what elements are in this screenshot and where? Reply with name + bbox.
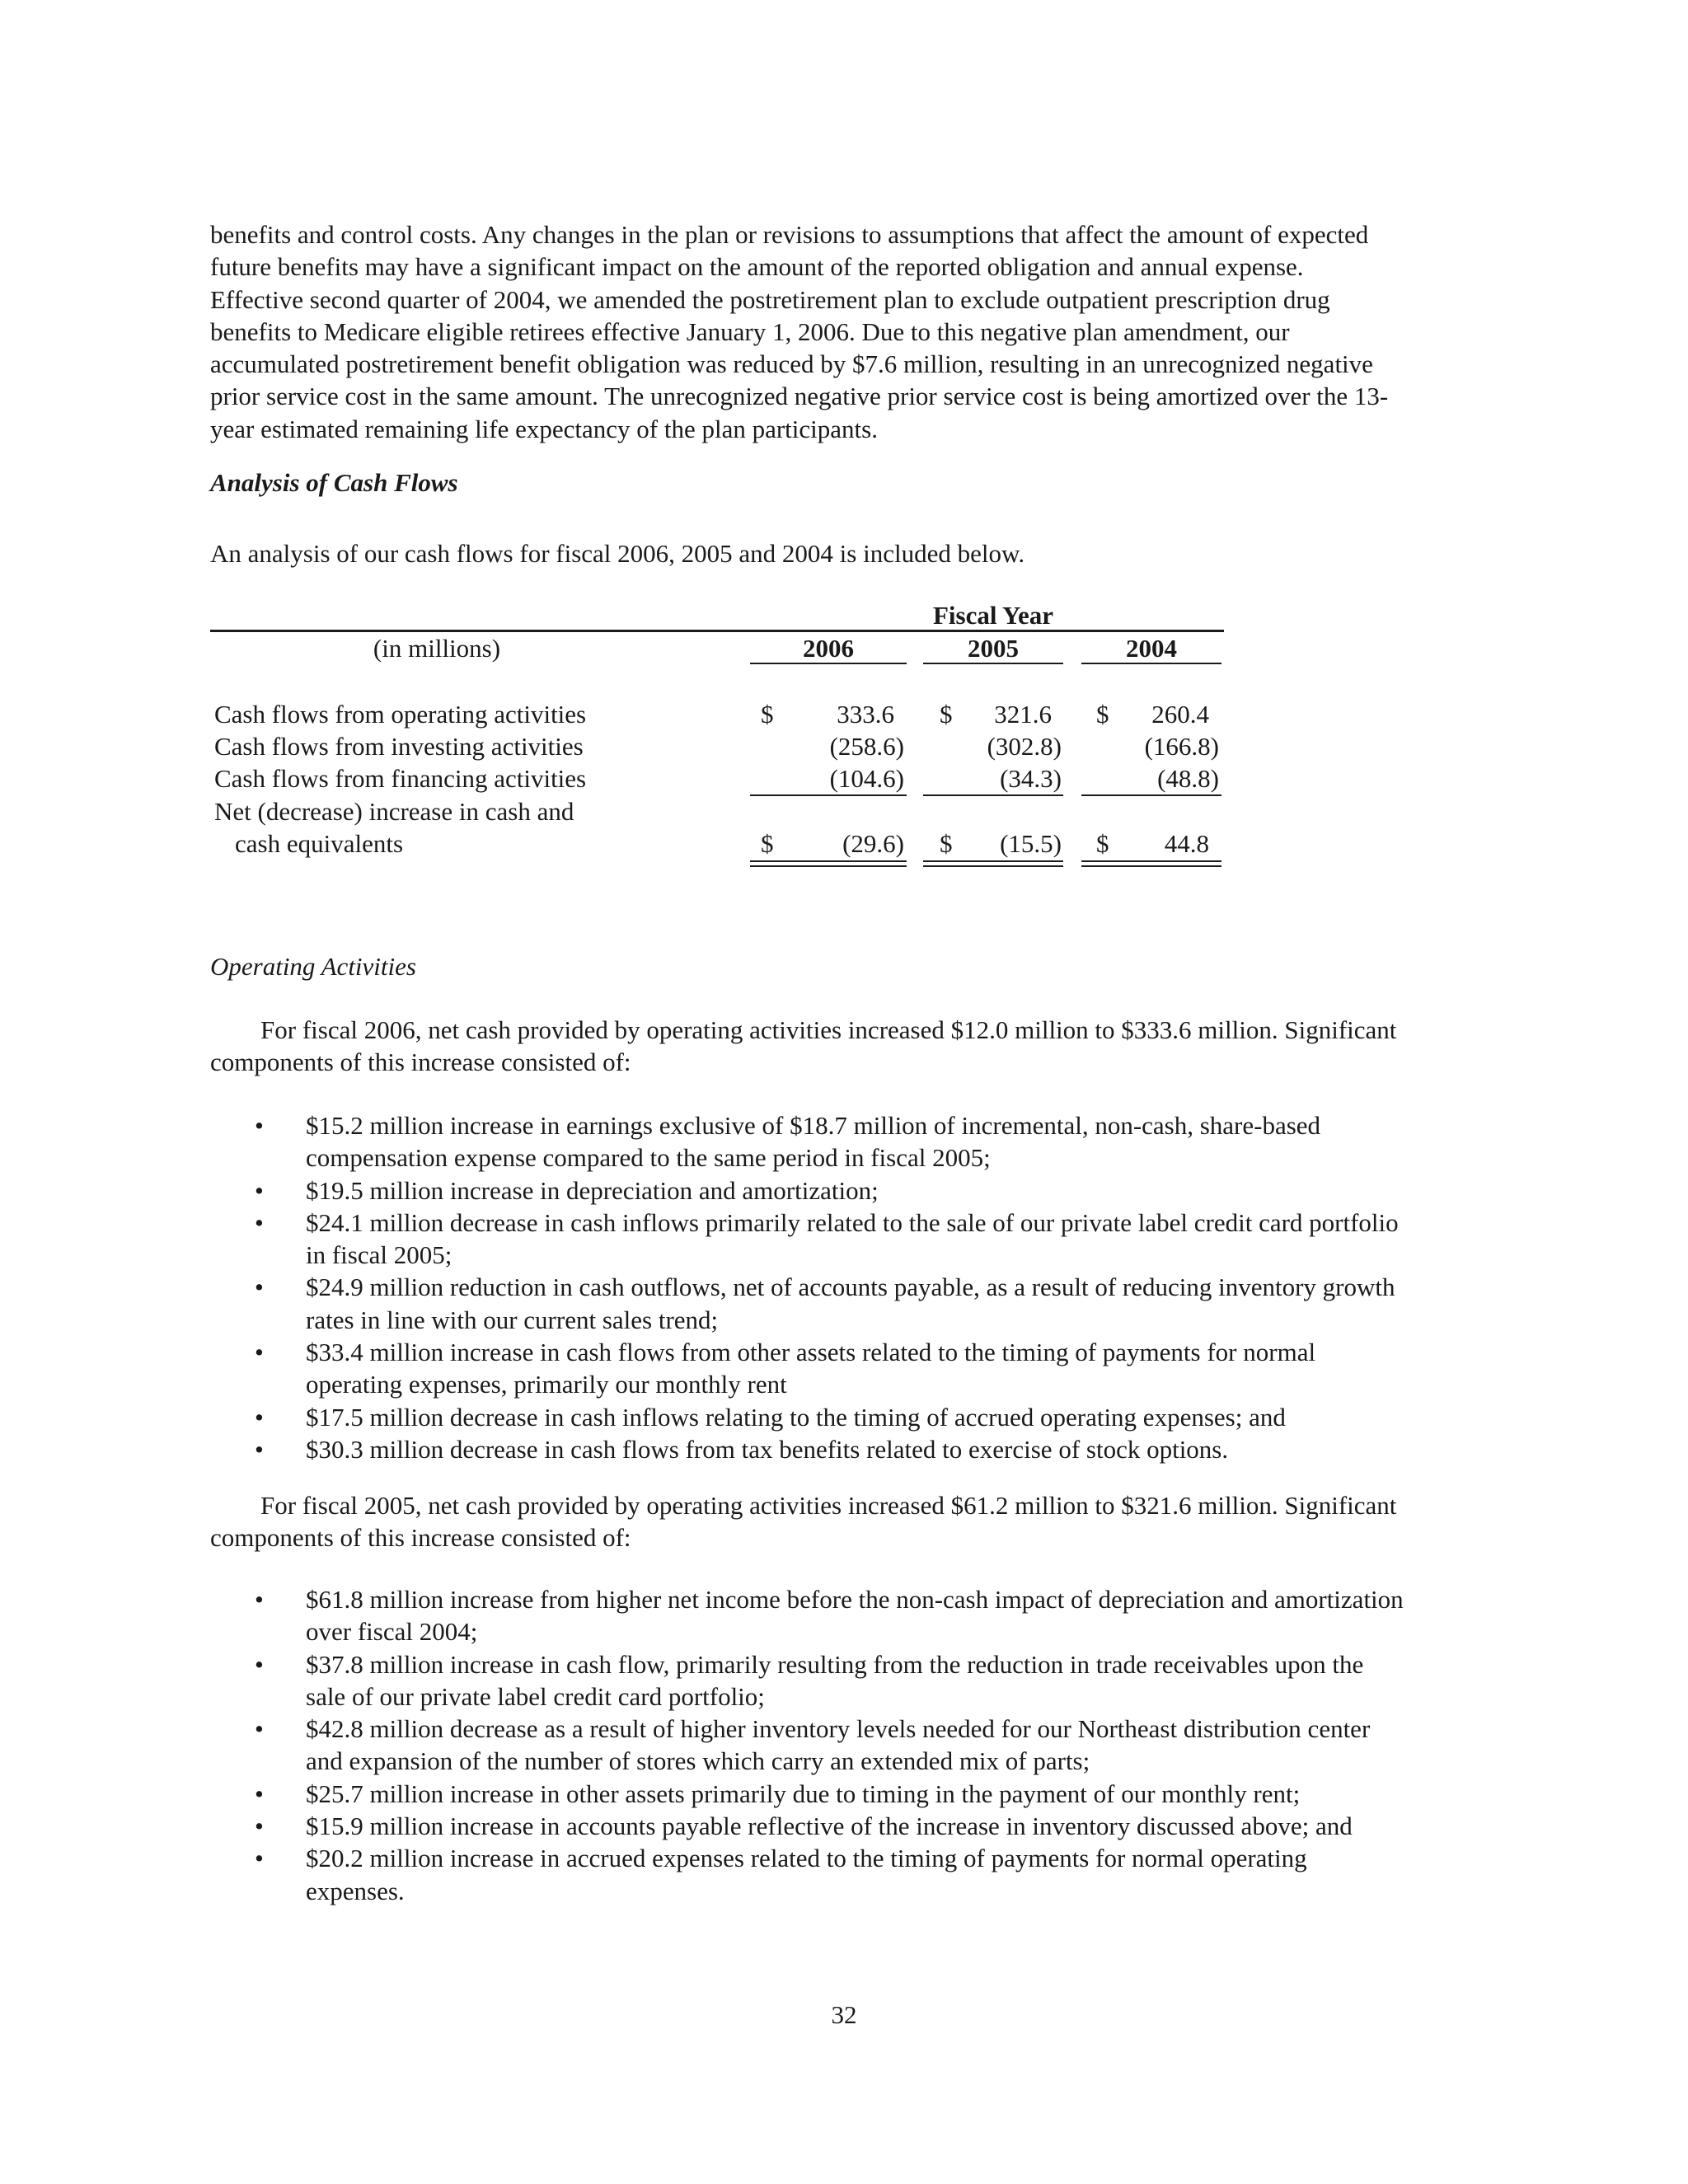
row-label: Cash flows from investing activities [214, 732, 584, 761]
header-underline [1081, 663, 1221, 664]
list-item-line: sale of our private label credit card portfolio; [306, 1681, 765, 1711]
bullet-glyph: • [255, 1402, 264, 1432]
list-item-line: $25.7 million increase in other assets primarily due to timing in the payment of our monthly rent; [306, 1779, 1301, 1808]
bullet-glyph: • [255, 1338, 264, 1367]
currency-symbol: $ [940, 700, 953, 729]
list-item [210, 1433, 1496, 1465]
total-value: (15.5) [1000, 829, 1062, 858]
list-item-line: $20.2 million increase in accrued expenses related to the timing of payments for normal operating [306, 1844, 1307, 1873]
intro-paragraph [210, 218, 1479, 445]
paragraph-line: benefits to Medicare eligible retirees effective January 1, 2006. Due to this negative plan amendment, our [210, 316, 1290, 346]
list-item-line: rates in line with our current sales trend; [306, 1305, 719, 1334]
subtotal-rule [923, 794, 1063, 796]
currency-symbol: $ [1096, 700, 1109, 729]
bullet-glyph: • [255, 1272, 264, 1302]
list-item [210, 1401, 1496, 1433]
paragraph-line: components of this increase consisted of: [210, 1047, 631, 1077]
subtotal-rule [750, 794, 907, 796]
bullet-glyph: • [255, 1207, 264, 1237]
list-item [210, 1109, 1496, 1174]
list-item-line: and expansion of the number of stores which carry an extended mix of parts; [306, 1746, 1090, 1776]
cell-value: (302.8) [987, 732, 1062, 761]
fiscal-year-header: Fiscal Year [932, 601, 1054, 630]
currency-symbol: $ [940, 829, 953, 858]
list-item [210, 1271, 1496, 1336]
list-item-line: $42.8 million decrease as a result of higher inventory levels needed for our Northeast distribution center [306, 1714, 1371, 1744]
bullet-glyph: • [255, 1649, 264, 1679]
cell-value: (166.8) [1144, 732, 1219, 761]
list-item-line: over fiscal 2004; [306, 1617, 478, 1647]
currency-symbol: $ [761, 829, 774, 858]
cell-value: 333.6 [837, 700, 894, 729]
paragraph-line: For fiscal 2006, net cash provided by operating activities increased $12.0 million to $333.6 million. Significant [260, 1015, 1397, 1044]
bullet-glyph: • [255, 1175, 264, 1205]
currency-symbol: $ [761, 700, 774, 729]
list-item-line: compensation expense compared to the same period in fiscal 2005; [306, 1143, 991, 1173]
fy2006-paragraph [210, 1014, 1479, 1079]
list-item [210, 1778, 1496, 1810]
cell-value: 260.4 [1151, 700, 1209, 729]
header-underline [750, 663, 907, 664]
list-item-line: $37.8 million increase in cash flow, primarily resulting from the reduction in trade receivables upon the [306, 1649, 1364, 1679]
bullet-glyph: • [255, 1714, 264, 1744]
paragraph-line: benefits and control costs. Any changes in the plan or revisions to assumptions that affect the amount of expected [210, 220, 1369, 249]
list-item [210, 1648, 1496, 1713]
year-header-2006: 2006 [803, 634, 854, 663]
list-item-line: $19.5 million increase in depreciation and amortization; [306, 1175, 879, 1205]
bullet-glyph: • [255, 1111, 264, 1140]
total-value: (29.6) [842, 829, 904, 858]
operating-activities-heading: Operating Activities [210, 952, 416, 981]
list-item [210, 1583, 1496, 1648]
subtotal-rule [1081, 794, 1221, 796]
total-double-rule [923, 860, 1063, 867]
bullet-glyph: • [255, 1585, 264, 1614]
list-item-line: in fiscal 2005; [306, 1240, 452, 1270]
cell-value: (258.6) [829, 732, 904, 761]
bullet-glyph: • [255, 1811, 264, 1841]
cash-flow-intro: An analysis of our cash flows for fiscal 2006, 2005 and 2004 is included below. [210, 539, 1025, 568]
fy2005-bullet-list [210, 1583, 1496, 1907]
total-label-line1: Net (decrease) increase in cash and [214, 797, 574, 826]
row-label: Cash flows from operating activities [214, 700, 587, 729]
bullet-glyph: • [255, 1434, 264, 1464]
list-item [210, 1336, 1496, 1401]
row-label: Cash flows from financing activities [214, 764, 587, 793]
page-number: 32 [831, 2000, 857, 2029]
header-underline [923, 663, 1063, 664]
total-label-line2: cash equivalents [235, 829, 404, 858]
list-item [210, 1842, 1496, 1907]
list-item-line: $24.9 million reduction in cash outflows, net of accounts payable, as a result of reducing inventory growth [306, 1272, 1395, 1302]
list-item [210, 1174, 1496, 1207]
list-item-line: $33.4 million increase in cash flows from other assets related to the timing of payments for normal [306, 1338, 1316, 1367]
paragraph-line: year estimated remaining life expectancy of the plan participants. [210, 414, 878, 443]
paragraph-line: components of this increase consisted of: [210, 1523, 631, 1553]
fy2005-paragraph [210, 1489, 1479, 1554]
currency-symbol: $ [1096, 829, 1109, 858]
list-item-line: $15.2 million increase in earnings exclusive of $18.7 million of incremental, non-cash, share-based [306, 1111, 1321, 1140]
fy2006-bullet-list [210, 1109, 1496, 1465]
list-item-line: $15.9 million increase in accounts payable reflective of the increase in inventory discussed above; and [306, 1811, 1353, 1841]
paragraph-line: Effective second quarter of 2004, we amended the postretirement plan to exclude outpatient prescription drug [210, 284, 1330, 314]
list-item-line: operating expenses, primarily our monthly rent [306, 1370, 787, 1399]
list-item-line: $30.3 million decrease in cash flows from tax benefits related to exercise of stock options. [306, 1434, 1229, 1464]
list-item [210, 1810, 1496, 1842]
bullet-glyph: • [255, 1779, 264, 1808]
cell-value: (34.3) [1000, 764, 1062, 793]
list-item-line: $61.8 million increase from higher net income before the non-cash impact of depreciation and amortization [306, 1585, 1404, 1614]
cell-value: 321.6 [994, 700, 1052, 729]
year-header-2005: 2005 [968, 634, 1019, 663]
total-value: 44.8 [1164, 829, 1209, 858]
paragraph-line: accumulated postretirement benefit obligation was reduced by $7.6 million, resulting in an unrecognized negative [210, 349, 1373, 379]
list-item-line: $17.5 million decrease in cash inflows relating to the timing of accrued operating expenses; and [306, 1402, 1286, 1432]
unit-label: (in millions) [373, 634, 501, 663]
list-item-line: expenses. [306, 1876, 405, 1905]
cell-value: (48.8) [1157, 764, 1219, 793]
list-item [210, 1713, 1496, 1778]
paragraph-line: For fiscal 2005, net cash provided by operating activities increased $61.2 million to $321.6 million. Significant [260, 1491, 1397, 1520]
list-item [210, 1207, 1496, 1272]
year-header-2004: 2004 [1126, 634, 1177, 663]
bullet-glyph: • [255, 1844, 264, 1873]
total-double-rule [750, 860, 907, 867]
cell-value: (104.6) [829, 764, 904, 793]
cash-flow-heading: Analysis of Cash Flows [210, 468, 458, 497]
total-double-rule [1081, 860, 1221, 867]
paragraph-line: prior service cost in the same amount. The unrecognized negative prior service cost is being amortized over the 13- [210, 382, 1389, 411]
paragraph-line: future benefits may have a significant impact on the amount of the reported obligation and annual expense. [210, 252, 1304, 282]
list-item-line: $24.1 million decrease in cash inflows primarily related to the sale of our private label credit card portfolio [306, 1207, 1399, 1237]
